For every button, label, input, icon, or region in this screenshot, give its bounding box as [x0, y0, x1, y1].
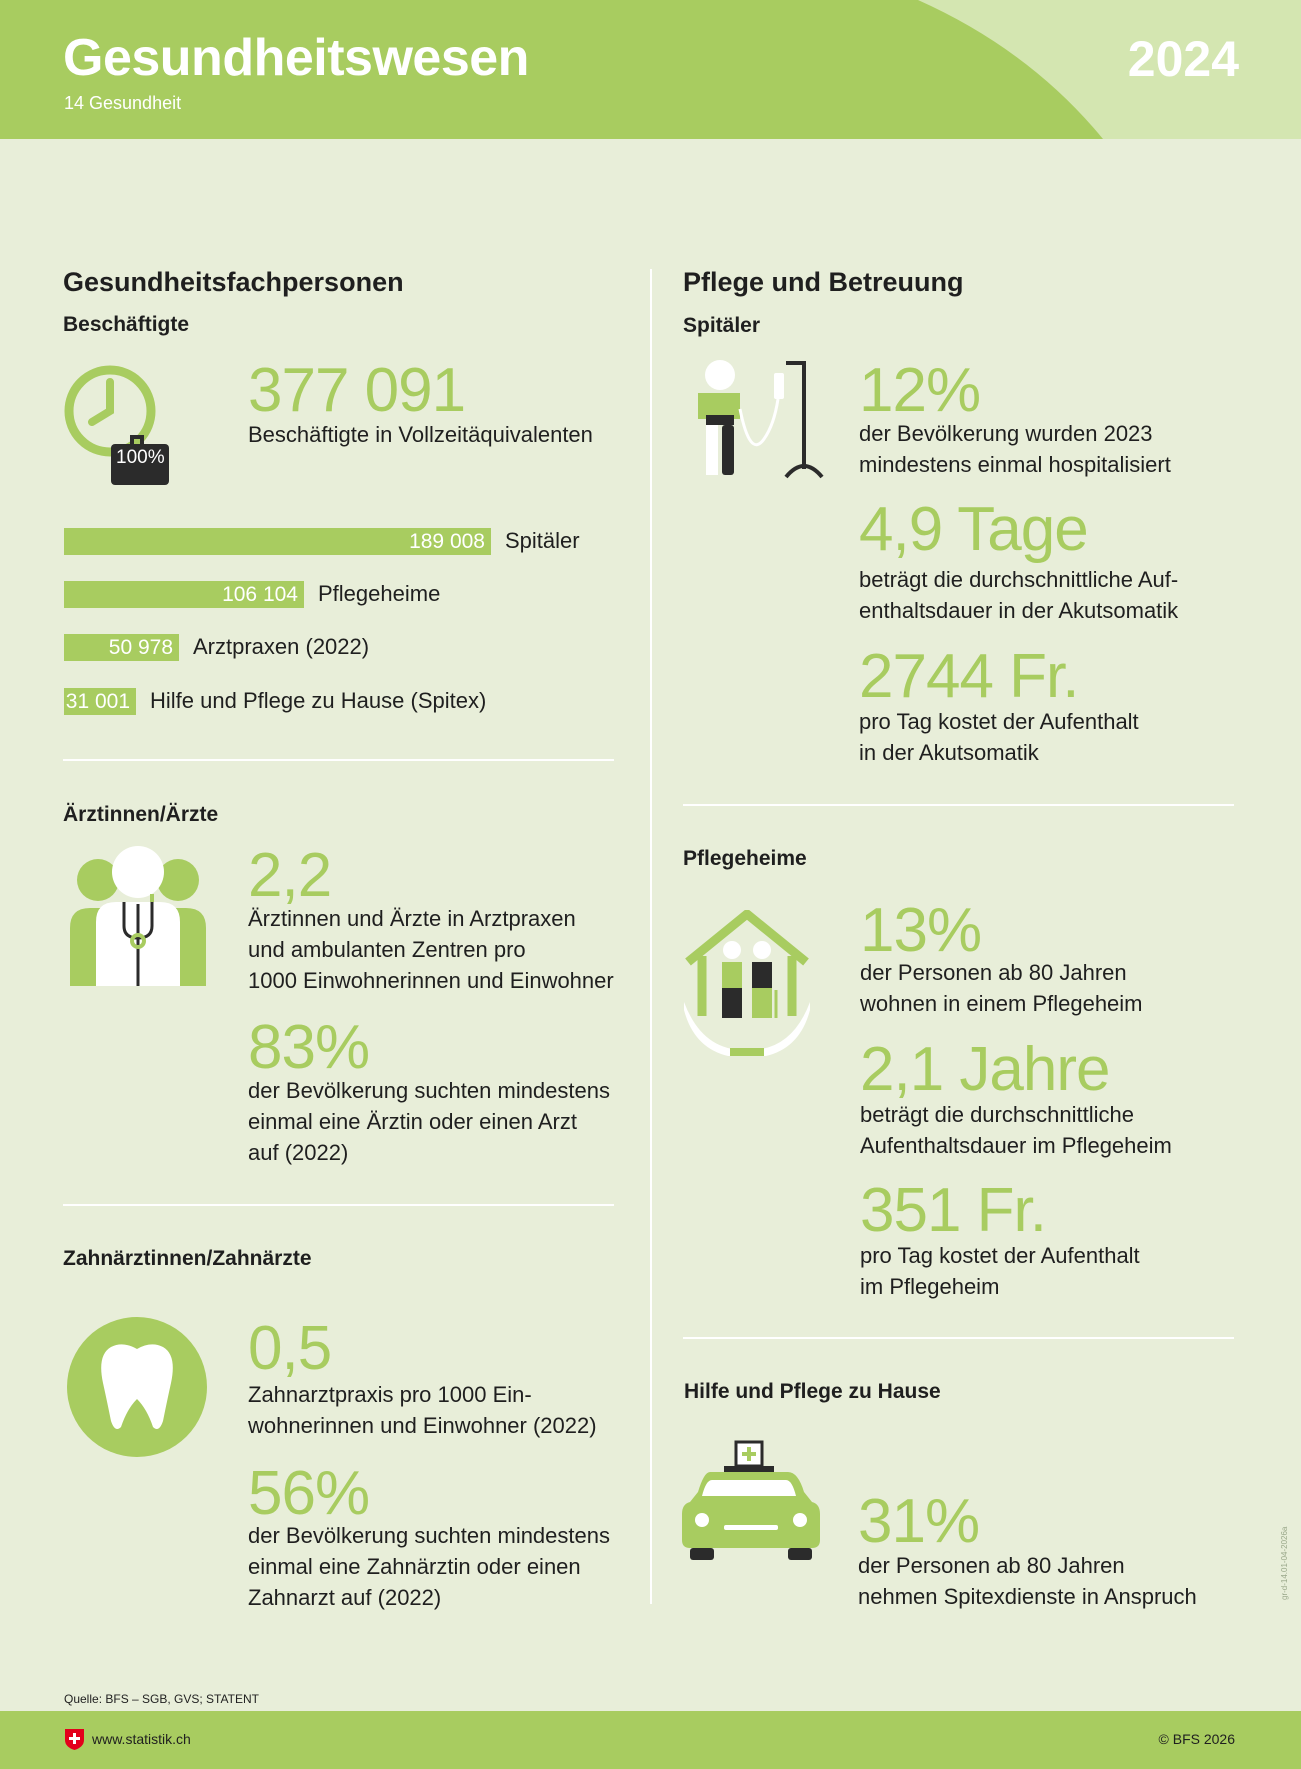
doctors-density-value: 2,2	[248, 841, 332, 910]
year-label: 2024	[1127, 31, 1239, 87]
tooth-icon	[67, 1317, 207, 1457]
bar-doctors-practices	[64, 634, 179, 661]
dentists-density-value: 0,5	[248, 1314, 332, 1383]
nursing-homes-heading: Pflegeheime	[683, 847, 807, 870]
desc-line: der Bevölkerung wurden 2023	[859, 421, 1153, 446]
nursing-home-stay-value: 2,1 Jahre	[860, 1035, 1110, 1104]
divider	[63, 759, 614, 761]
desc-line: pro Tag kostet der Aufenthalt	[860, 1243, 1140, 1268]
nursing-home-cost-description	[860, 1240, 1140, 1302]
bar-spitex-value: 31 001	[65, 690, 130, 713]
nursing-home-stay-description	[860, 1099, 1172, 1161]
source-note: Quelle: BFS – SGB, GVS; STATENT	[64, 1692, 259, 1706]
doctors-visit-description	[248, 1075, 610, 1168]
divider	[63, 1204, 614, 1206]
doctors-density-description	[248, 903, 614, 996]
divider	[683, 804, 1234, 806]
page-title: Gesundheitswesen	[63, 29, 529, 87]
desc-line: einmal eine Ärztin oder einen Arzt	[248, 1109, 577, 1134]
desc-line: 1000 Einwohnerinnen und Einwohner	[248, 968, 614, 993]
desc-line: pro Tag kostet der Aufenthalt	[859, 709, 1139, 734]
bar-doctors-practices-value: 50 978	[108, 636, 173, 659]
desc-line: Aufenthaltsdauer im Pflegeheim	[860, 1133, 1172, 1158]
swiss-shield-icon	[64, 1728, 85, 1751]
home-care-heading: Hilfe und Pflege zu Hause	[684, 1380, 941, 1403]
hospitals-heading: Spitäler	[683, 314, 761, 337]
bar-nursing-homes	[64, 581, 304, 608]
desc-line: mindestens einmal hospitalisiert	[859, 452, 1171, 477]
nursing-home-share-value: 13%	[860, 896, 982, 965]
bar-nursing-homes-label: Pflegeheime	[318, 581, 441, 606]
dentists-visit-value: 56%	[248, 1459, 370, 1528]
bar-hospitals-value: 189 008	[409, 530, 485, 553]
desc-line: Ärztinnen und Ärzte in Arztpraxen	[248, 906, 576, 931]
desc-line: der Bevölkerung suchten mindestens	[248, 1523, 610, 1548]
dentists-visit-description	[248, 1520, 610, 1613]
desc-line: Zahnarzt auf (2022)	[248, 1585, 442, 1610]
copyright-text: © BFS 2026	[1158, 1731, 1235, 1747]
spitex-car-icon	[680, 1440, 822, 1562]
desc-line: beträgt die durchschnittliche	[860, 1102, 1134, 1127]
bar-nursing-homes-value: 106 104	[222, 583, 298, 606]
desc-line: der Personen ab 80 Jahren	[860, 960, 1127, 985]
hospitalised-share-description	[859, 418, 1171, 480]
bar-doctors-practices-label: Arztpraxen (2022)	[193, 634, 370, 659]
briefcase-badge: 100%	[116, 447, 165, 468]
graphic-code: gr-d-14.01-04-2026a	[1280, 1526, 1289, 1600]
desc-line: enthaltsdauer in der Akutsomatik	[859, 598, 1179, 623]
bar-hospitals	[64, 528, 491, 555]
section-title-care: Pflege und Betreuung	[683, 267, 964, 297]
desc-line: einmal eine Zahnärztin oder einen	[248, 1554, 581, 1579]
desc-line: der Bevölkerung suchten mindestens	[248, 1078, 610, 1103]
divider	[683, 1337, 1234, 1339]
doctors-heading: Ärztinnen/Ärzte	[63, 803, 219, 826]
desc-line: in der Akutsomatik	[859, 740, 1039, 765]
hospital-stay-description	[859, 564, 1178, 626]
column-divider	[650, 269, 652, 1604]
desc-line: der Personen ab 80 Jahren	[858, 1553, 1125, 1578]
hospital-stay-value: 4,9 Tage	[859, 495, 1088, 564]
bar-spitex-label: Hilfe und Pflege zu Hause (Spitex)	[150, 688, 487, 713]
bar-spitex	[64, 688, 136, 715]
dentists-density-description	[248, 1379, 597, 1441]
doctors-visit-value: 83%	[248, 1013, 370, 1082]
desc-line: im Pflegeheim	[860, 1274, 1000, 1299]
employees-value: 377 091	[248, 356, 466, 425]
bar-hospitals-label: Spitäler	[505, 528, 580, 553]
desc-line: nehmen Spitexdienste in Anspruch	[858, 1584, 1197, 1609]
nursing-home-icon	[682, 910, 812, 1060]
desc-line: und ambulanten Zentren pro	[248, 937, 526, 962]
footer-bar	[0, 1711, 1301, 1769]
spitex-share-description	[858, 1550, 1197, 1612]
desc-line: wohnen in einem Pflegeheim	[860, 991, 1143, 1016]
desc-line: auf (2022)	[248, 1140, 349, 1165]
hospital-patient-icon	[694, 359, 824, 479]
hospital-cost-value: 2744 Fr.	[859, 642, 1079, 711]
employees-description: Beschäftigte in Vollzeitäquivalenten	[248, 422, 593, 447]
dentists-heading: Zahnärztinnen/Zahnärzte	[63, 1247, 312, 1270]
section-title-professionals: Gesundheitsfachpersonen	[63, 267, 404, 297]
desc-line: beträgt die durchschnittliche Auf-	[859, 567, 1179, 592]
nursing-home-cost-value: 351 Fr.	[860, 1176, 1046, 1245]
desc-line: Zahnarztpraxis pro 1000 Ein-	[248, 1382, 532, 1407]
desc-line: wohnerinnen und Einwohner (2022)	[248, 1413, 597, 1438]
employees-heading: Beschäftigte	[63, 313, 190, 336]
website-link[interactable]: www.statistik.ch	[92, 1731, 191, 1747]
hospital-cost-description	[859, 706, 1139, 768]
hospitalised-share-value: 12%	[859, 356, 981, 425]
page-subtitle: 14 Gesundheit	[64, 93, 182, 113]
spitex-share-value: 31%	[858, 1487, 980, 1556]
doctor-icon	[68, 846, 208, 986]
nursing-home-share-description	[860, 957, 1143, 1019]
